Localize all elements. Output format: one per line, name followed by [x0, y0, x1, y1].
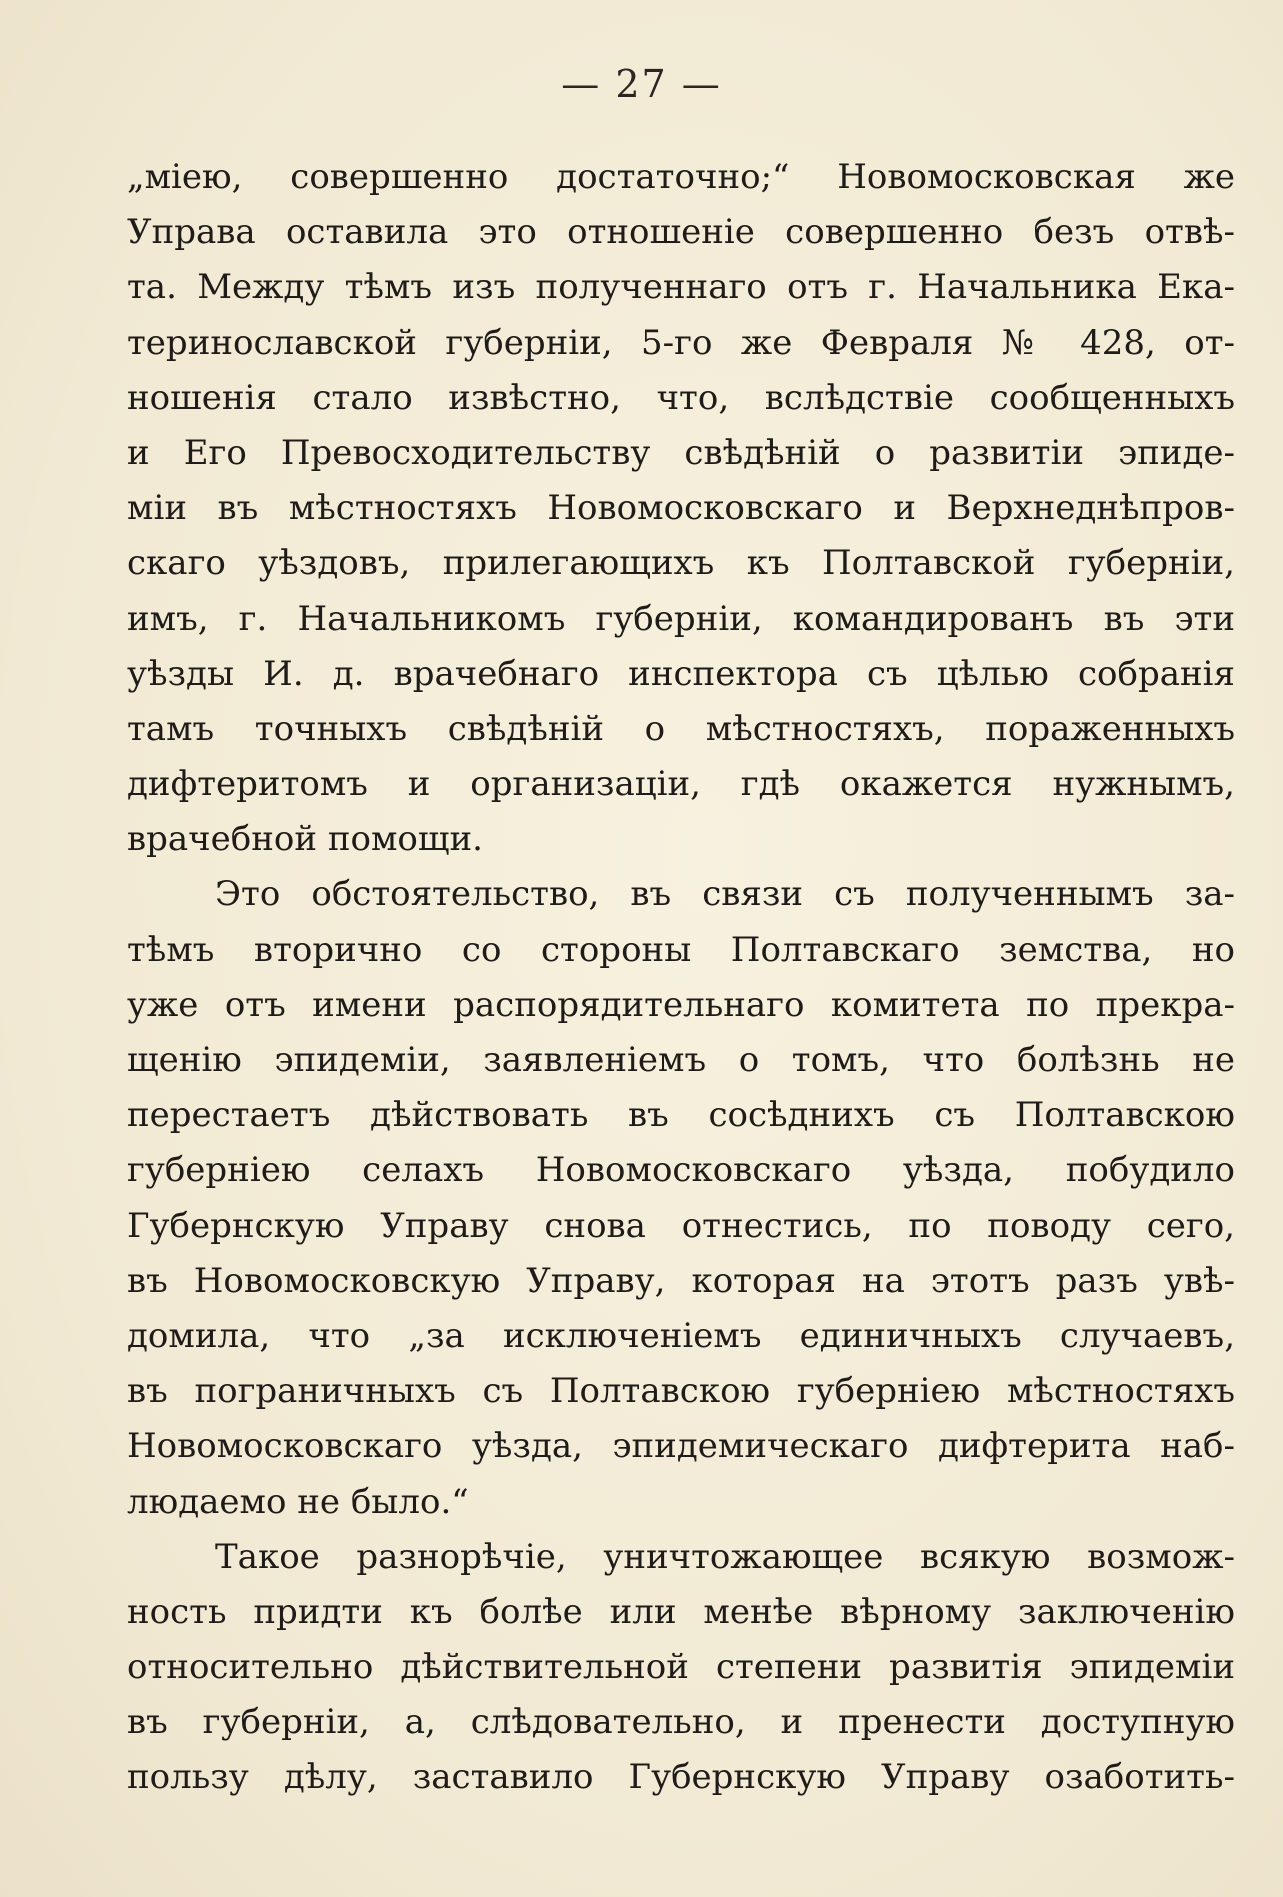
- text-line: людаемо не было.“: [127, 1481, 469, 1522]
- text-line: ношенія стало извѣстно, что, вслѣдствіе сообщенныхъ: [127, 377, 1235, 418]
- text-line: „міею, совершенно достаточно;“ Новомосковская же: [127, 157, 1235, 197]
- text-line: относительно дѣйствительной степени развитія эпидеміи: [127, 1647, 1235, 1688]
- text-line: ность придти къ болѣе или менѣе вѣрному заключенію: [127, 1591, 1235, 1632]
- text-line: Управа оставила это отношеніе совершенно безъ отвѣ-: [127, 212, 1235, 253]
- text-line: Такое разнорѣчіе, уничтожающее всякую возмож-: [215, 1536, 1235, 1577]
- text-line: Новомосковскаго уѣзда, эпидемическаго дифтерита наб-: [127, 1426, 1235, 1467]
- text-line: та. Между тѣмъ изъ полученнаго отъ г. Начальника Ека-: [127, 267, 1235, 308]
- text-line: скаго уѣздовъ, прилегающихъ къ Полтавской губерніи,: [127, 543, 1235, 584]
- text-line: перестаетъ дѣйствовать въ сосѣднихъ съ Полтавскою: [127, 1095, 1235, 1136]
- text-line: теринославской губерніи, 5-го же Февраля № 428, от-: [127, 322, 1235, 363]
- text-line: пользу дѣлу, заставило Губернскую Управу озаботить-: [127, 1757, 1235, 1798]
- text-line: врачебной помощи.: [127, 819, 483, 860]
- text-line: Губернскую Управу снова отнестись, по поводу сего,: [127, 1205, 1235, 1246]
- text-line: имъ, г. Начальникомъ губерніи, командированъ въ эти: [127, 598, 1235, 639]
- text-line: губерніею селахъ Новомосковскаго уѣзда, побудило: [127, 1150, 1235, 1191]
- text-line: дифтеритомъ и организаціи, гдѣ окажется нужнымъ,: [127, 764, 1235, 805]
- text-line: Это обстоятельство, въ связи съ полученнымъ за-: [215, 874, 1235, 915]
- text-line: уже отъ имени распорядительнаго комитета по прекра-: [127, 984, 1235, 1025]
- text-line: міи въ мѣстностяхъ Новомосковскаго и Верхнеднѣпров-: [127, 488, 1235, 529]
- text-line: тамъ точныхъ свѣдѣній о мѣстностяхъ, пораженныхъ: [127, 708, 1235, 749]
- text-line: въ Новомосковскую Управу, которая на этотъ разъ увѣ-: [127, 1260, 1235, 1301]
- text-line: уѣзды И. д. врачебнаго инспектора съ цѣлью собранія: [127, 653, 1235, 694]
- page-number: — 27 —: [561, 62, 722, 106]
- text-line: тѣмъ вторично со стороны Полтавскаго земства, но: [127, 929, 1235, 970]
- text-line: въ пограничныхъ съ Полтавскою губерніею мѣстностяхъ: [127, 1371, 1235, 1412]
- text-line: щенію эпидеміи, заявленіемъ о томъ, что болѣзнь не: [127, 1040, 1235, 1080]
- body-text: [127, 150, 1235, 1806]
- text-line: и Его Превосходительству свѣдѣній о развитіи эпиде-: [127, 432, 1235, 473]
- text-line: въ губерніи, а, слѣдовательно, и пренести доступную: [127, 1702, 1235, 1743]
- text-line: домила, что „за исключеніемъ единичныхъ случаевъ,: [127, 1315, 1235, 1356]
